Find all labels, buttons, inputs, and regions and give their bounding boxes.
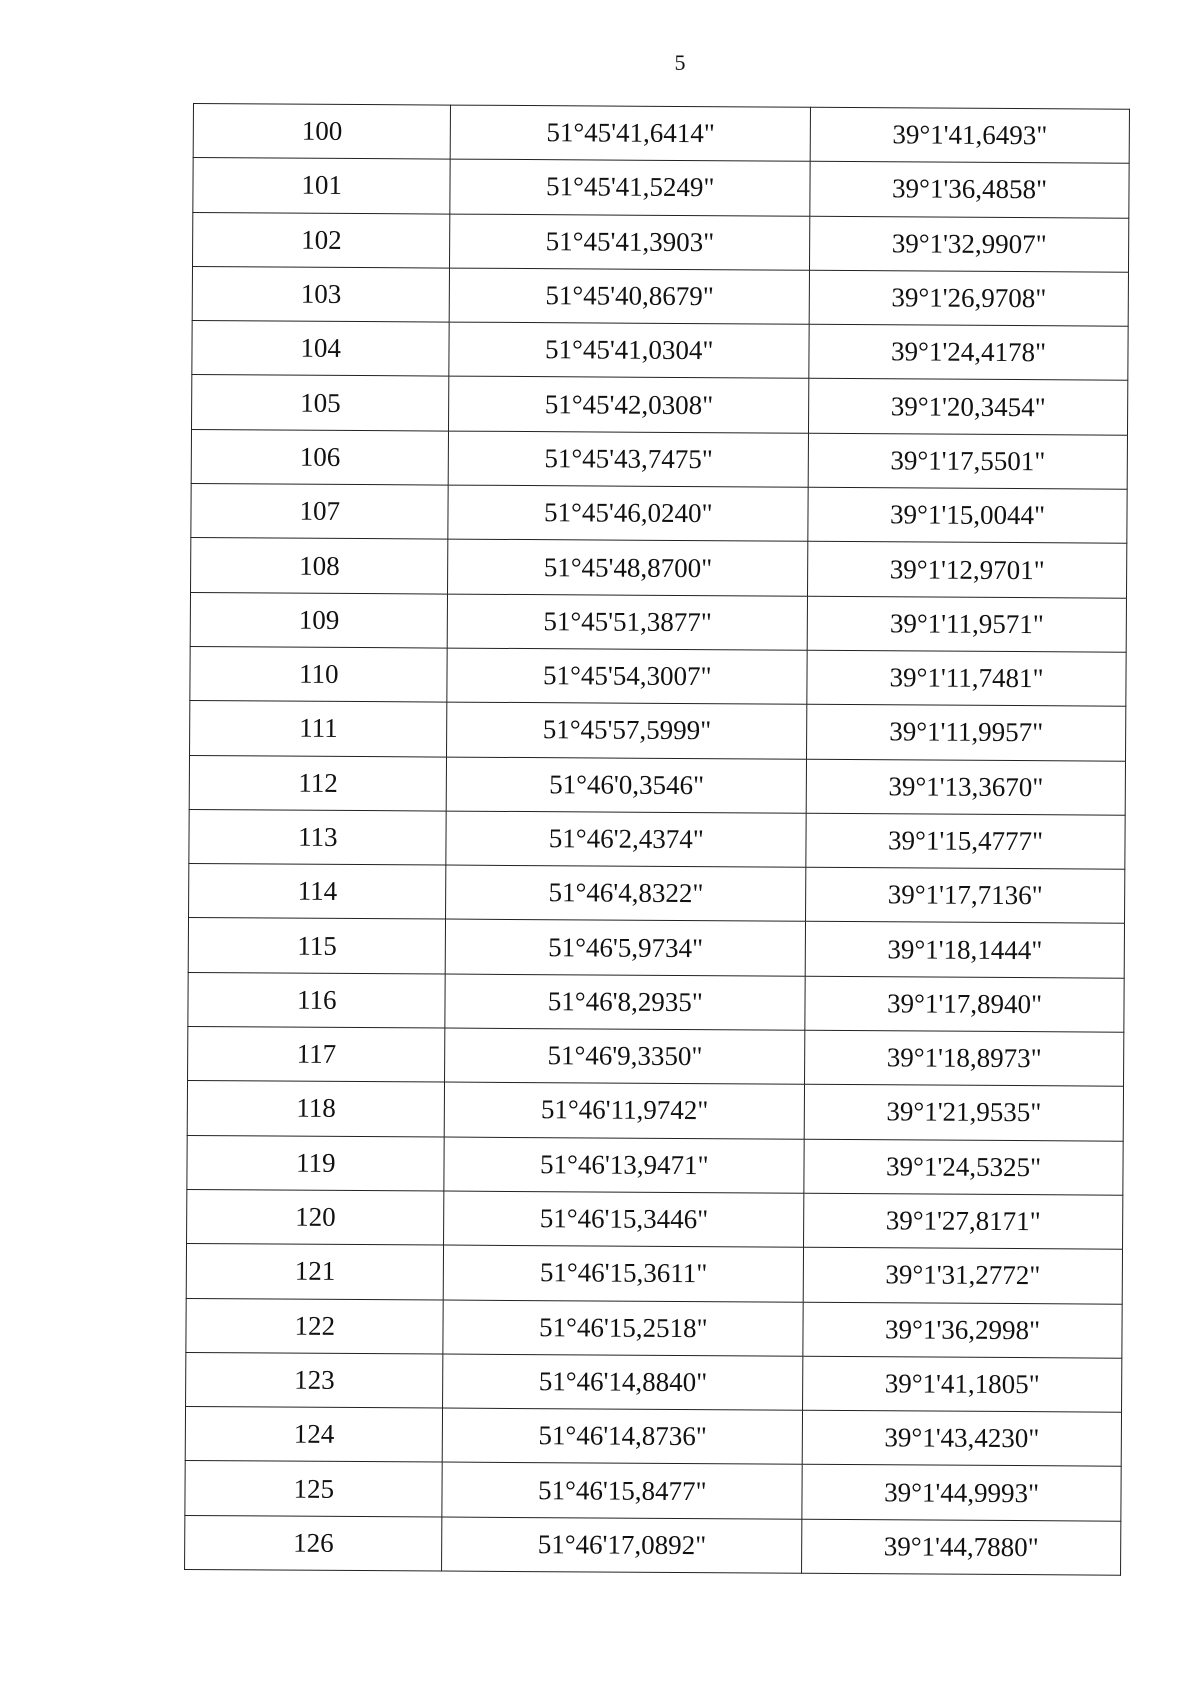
point-number-cell: 106 [191,429,449,485]
table-row [191,429,1127,489]
latitude-cell: 51°46'5,9734" [446,920,806,976]
point-number-cell: 112 [189,755,447,811]
longitude-cell: 39°1'44,7880" [802,1519,1121,1575]
point-number-cell: 115 [188,918,446,974]
table-row [193,158,1129,218]
point-number-cell: 114 [189,864,447,920]
point-number-cell: 118 [187,1081,445,1137]
longitude-cell: 39°1'36,2998" [803,1302,1122,1358]
latitude-cell: 51°45'41,5249" [450,159,810,215]
latitude-cell: 51°46'0,3546" [447,757,807,813]
page-number: 5 [674,50,686,75]
point-number-cell: 119 [187,1135,445,1191]
latitude-cell: 51°46'17,0892" [442,1517,802,1573]
latitude-cell: 51°45'48,8700" [448,539,808,595]
latitude-cell: 51°45'41,0304" [449,322,809,378]
latitude-cell: 51°46'9,3350" [445,1028,805,1084]
table-row [187,1135,1123,1195]
point-number-cell: 120 [187,1189,445,1245]
table-row [185,1515,1121,1575]
point-number-cell: 113 [189,809,447,865]
longitude-cell: 39°1'26,9708" [809,270,1128,326]
latitude-cell: 51°45'40,8679" [450,268,810,324]
table-row [186,1298,1122,1358]
table-row [190,701,1126,761]
table-row [186,1352,1122,1412]
point-number-cell: 122 [186,1298,444,1354]
point-number-cell: 105 [192,375,450,431]
longitude-cell: 39°1'18,8973" [805,1030,1124,1086]
longitude-cell: 39°1'44,9993" [802,1465,1121,1521]
latitude-cell: 51°45'41,3903" [450,214,810,270]
latitude-cell: 51°45'41,6414" [451,105,811,161]
point-number-cell: 117 [188,1027,446,1083]
point-number-cell: 123 [186,1352,444,1408]
table-row [188,972,1124,1032]
longitude-cell: 39°1'17,7136" [806,867,1125,923]
table-row [191,484,1127,544]
longitude-cell: 39°1'15,4777" [806,813,1125,869]
latitude-cell: 51°45'43,7475" [449,431,809,487]
coordinates-table [184,103,1130,1576]
table-row [192,266,1128,326]
point-number-cell: 109 [190,592,448,648]
latitude-cell: 51°46'4,8322" [446,865,806,921]
latitude-cell: 51°45'57,5999" [447,702,807,758]
longitude-cell: 39°1'18,1444" [805,922,1124,978]
table-row [192,321,1128,381]
latitude-cell: 51°46'8,2935" [445,974,805,1030]
point-number-cell: 125 [185,1461,443,1517]
point-number-cell: 126 [185,1515,443,1571]
latitude-cell: 51°46'15,8477" [442,1462,802,1518]
table-row [185,1407,1121,1467]
latitude-cell: 51°46'15,3446" [444,1191,804,1247]
point-number-cell: 108 [191,538,449,594]
table-row [193,212,1129,272]
coordinates-table-body [185,104,1130,1576]
coordinates-table-wrapper [184,103,1130,1576]
longitude-cell: 39°1'41,1805" [803,1356,1122,1412]
point-number-cell: 121 [186,1244,444,1300]
longitude-cell: 39°1'21,9535" [804,1085,1123,1141]
latitude-cell: 51°46'14,8736" [443,1408,803,1464]
longitude-cell: 39°1'17,8940" [805,976,1124,1032]
longitude-cell: 39°1'13,3670" [806,759,1125,815]
latitude-cell: 51°46'11,9742" [445,1082,805,1138]
latitude-cell: 51°46'15,2518" [443,1300,803,1356]
latitude-cell: 51°45'51,3877" [448,594,808,650]
longitude-cell: 39°1'36,4858" [810,162,1129,218]
latitude-cell: 51°46'14,8840" [443,1354,803,1410]
point-number-cell: 111 [190,701,448,757]
point-number-cell: 107 [191,484,449,540]
point-number-cell: 103 [192,266,450,322]
point-number-cell: 124 [185,1407,443,1463]
point-number-cell: 101 [193,158,451,214]
table-row [193,104,1129,164]
table-row [192,375,1128,435]
table-row [191,538,1127,598]
latitude-cell: 51°45'54,3007" [447,648,807,704]
longitude-cell: 39°1'24,5325" [804,1139,1123,1195]
point-number-cell: 100 [193,104,451,160]
table-row [190,592,1126,652]
longitude-cell: 39°1'11,9957" [807,705,1126,761]
table-row [189,864,1125,924]
table-row [188,918,1124,978]
longitude-cell: 39°1'32,9907" [810,216,1129,272]
table-row [187,1189,1123,1249]
table-row [189,755,1125,815]
table-row [187,1081,1123,1141]
table-row [188,1027,1124,1087]
latitude-cell: 51°46'13,9471" [444,1137,804,1193]
longitude-cell: 39°1'43,4230" [802,1410,1121,1466]
table-row [190,646,1126,706]
latitude-cell: 51°46'15,3611" [444,1245,804,1301]
longitude-cell: 39°1'41,6493" [810,107,1129,163]
longitude-cell: 39°1'11,9571" [807,596,1126,652]
longitude-cell: 39°1'20,3454" [809,379,1128,435]
table-row [185,1461,1121,1521]
longitude-cell: 39°1'31,2772" [803,1247,1122,1303]
latitude-cell: 51°45'42,0308" [449,377,809,433]
longitude-cell: 39°1'11,7481" [807,650,1126,706]
longitude-cell: 39°1'17,5501" [808,433,1127,489]
point-number-cell: 110 [190,646,448,702]
point-number-cell: 116 [188,972,446,1028]
table-row [189,809,1125,869]
point-number-cell: 102 [193,212,451,268]
point-number-cell: 104 [192,321,450,377]
longitude-cell: 39°1'12,9701" [808,542,1127,598]
table-row [186,1244,1122,1304]
latitude-cell: 51°45'46,0240" [448,485,808,541]
latitude-cell: 51°46'2,4374" [446,811,806,867]
longitude-cell: 39°1'27,8171" [804,1193,1123,1249]
longitude-cell: 39°1'24,4178" [809,324,1128,380]
longitude-cell: 39°1'15,0044" [808,487,1127,543]
